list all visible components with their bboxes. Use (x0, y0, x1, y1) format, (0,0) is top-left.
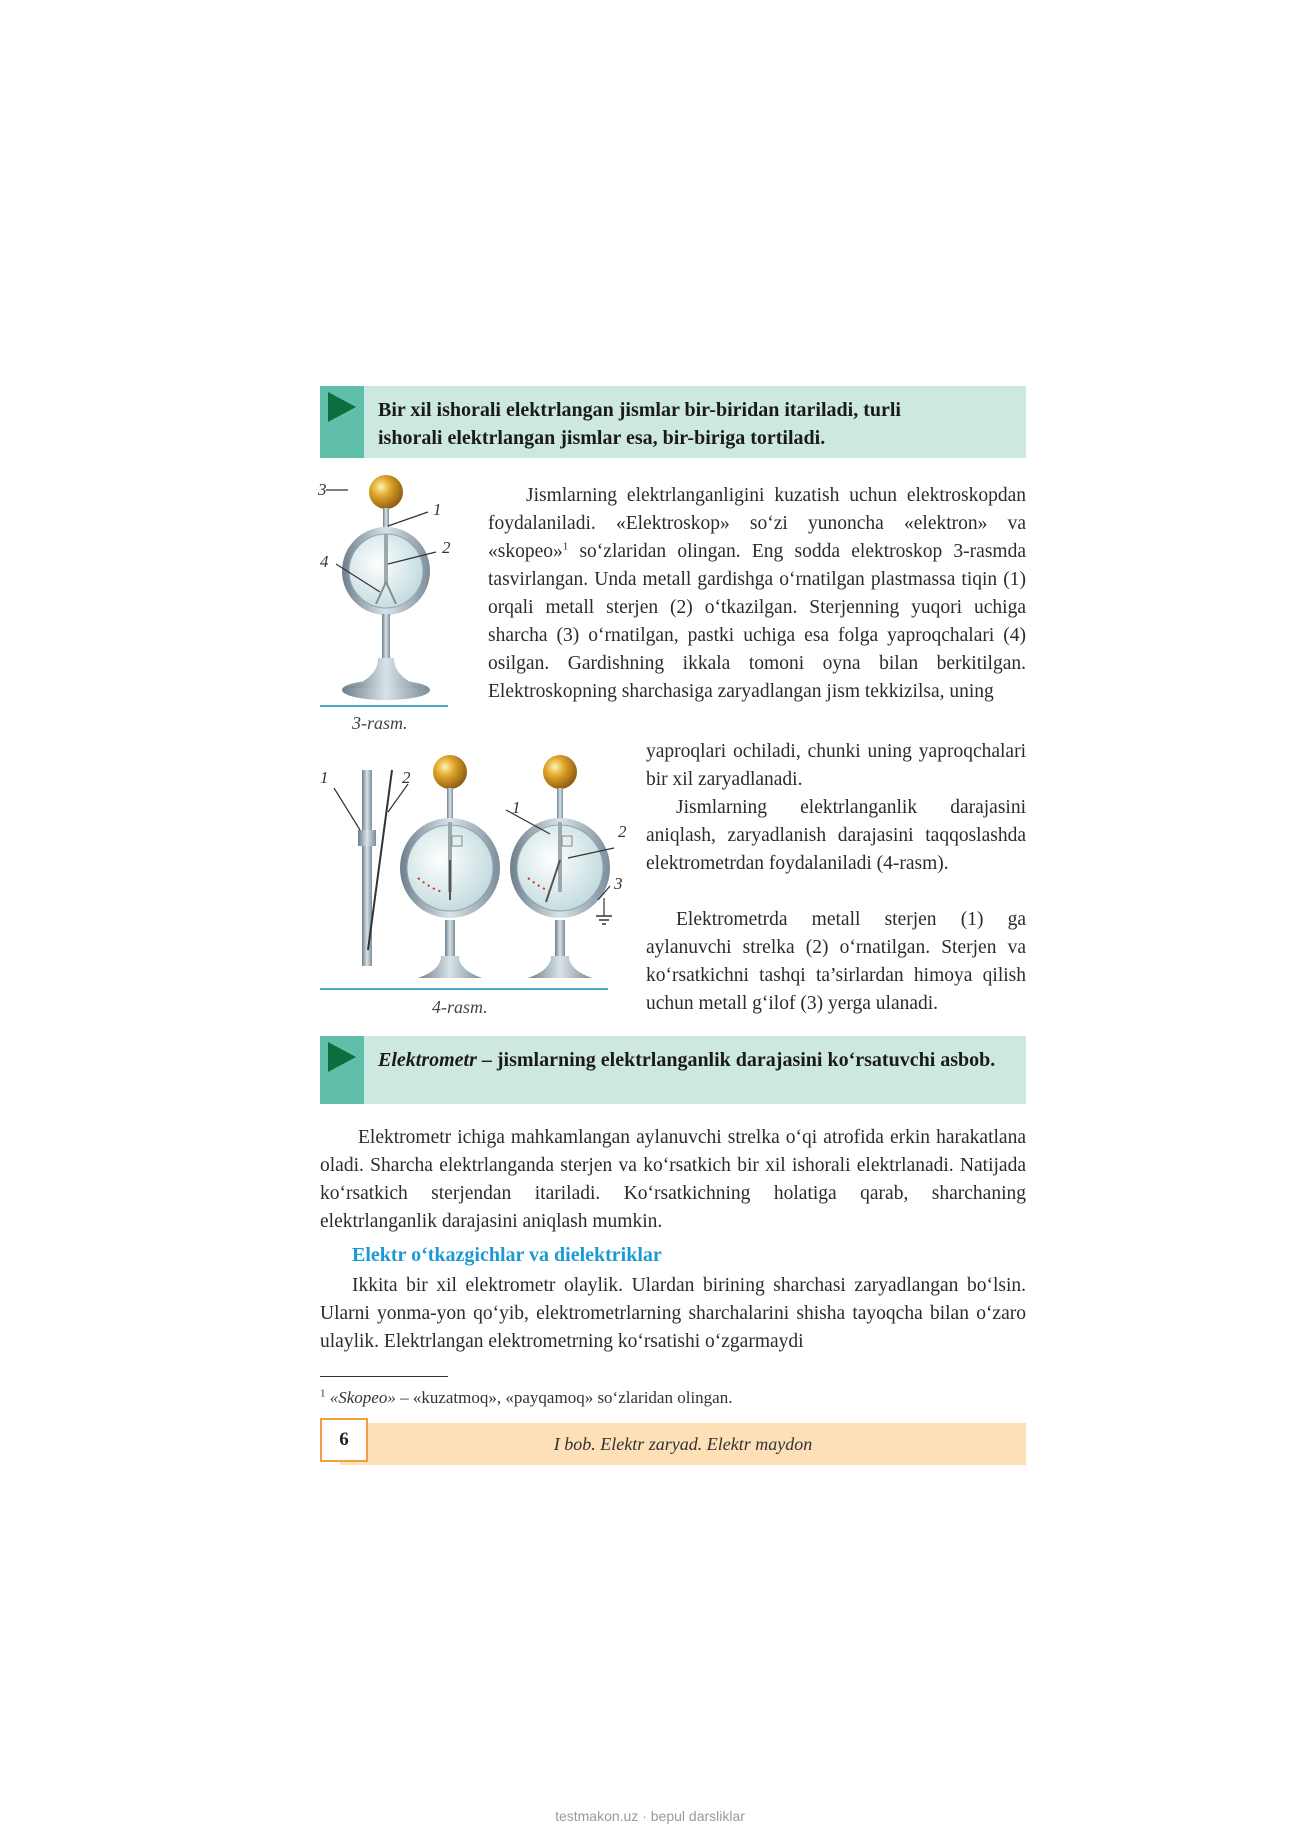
callout-line-2: ishorali elektrlangan jismlar esa, bir-biriga tortiladi. (378, 427, 826, 449)
page-number: 6 (320, 1418, 368, 1462)
fig4-meter-label-1: 1 (512, 798, 521, 817)
footnote (320, 1388, 732, 1408)
paragraph-electroscope-cont: yaproqlari ochiladi, chunki uning yaproqchalari bir xil zaryadlanadi. (646, 741, 1026, 790)
fig4-caption-rule (320, 988, 608, 990)
callout-definition-box (320, 1036, 1026, 1104)
callout-marker (320, 386, 364, 458)
section-heading: Elektr o‘tkazgichlar va dielektriklar (352, 1244, 662, 1266)
fig4-caption: 4-rasm. (432, 997, 488, 1017)
fig3-label-4: 4 (320, 552, 329, 571)
play-arrow-icon (328, 392, 356, 422)
callout-marker-2 (320, 1036, 364, 1104)
footnote-text: – «kuzatmoq», «payqamoq» so‘zlaridan olingan. (395, 1388, 733, 1407)
fig4-label-2: 2 (402, 768, 411, 787)
sphere (369, 475, 403, 509)
fig4-meter-label-3: 3 (614, 874, 623, 893)
definition-dash: – (476, 1049, 497, 1071)
watermark-text: testmakon.uz · bepul darsliklar (555, 1808, 745, 1824)
paragraph-conductors: Ikkita bir xil elektrometr olaylik. Ulardan birining sharchasi zaryadlangan bo‘lsin. Ularni yonma-yon qo‘yib, elektrometrlarning sharchalarini shisha tayoqcha bilan o‘zaro ulaylik. Elektrlangan elektrometrning ko‘rsatishi o‘zgarmaydi (320, 1275, 1026, 1352)
footnote-rule (320, 1376, 448, 1377)
fig3-caption-rule (320, 705, 448, 707)
paragraph-electrometer-usage: Jismlarning elektrlanganlik darajasini aniqlash, zaryadlanish darajasini taqqoslashda elektrometrdan foydalaniladi (4-rasm). (646, 797, 1026, 874)
fig3-label-3: 3 (318, 480, 327, 499)
definition-term: Elektrometr (378, 1049, 477, 1071)
callout-definition-text (378, 1036, 1026, 1084)
fig4-label-1: 1 (320, 768, 329, 787)
para1-text-2: so‘zlaridan olingan. Eng sodda elektroskop 3-rasmda tasvirlangan. Unda metall gardishga o‘rnatilgan plastmassa tiqin (1) orqali metall sterjen (2) o‘tkazilgan. Sterjenning yuqori uchiga sharcha (3) o‘rnatilgan, pastki uchiga esa folga yaproqchalari (4) osilgan. Gardishning ikkala tomoni oyna bilan berkitilgan. Elektroskopning sharchasiga zaryadlangan jism tekkizilsa, uning (488, 541, 1026, 702)
paragraph-electrometer-structure: Elektrometrda metall sterjen (1) ga aylanuvchi strelka (2) o‘rnatilgan. Sterjen va ko‘rsatkichni tashqi ta’sirlardan himoya qilish uchun metall g‘ilof (3) yerga ulanadi. (646, 909, 1026, 1014)
footnote-mark: 1 (320, 1387, 326, 1400)
figure-4-electrometers (318, 750, 618, 990)
para1-footnote-ref: 1 (562, 540, 569, 553)
play-arrow-icon-2 (328, 1042, 356, 1072)
callout-line-1: Bir xil ishorali elektrlangan jismlar bir-biridan itariladi, turli (378, 399, 901, 421)
callout-text (378, 386, 1026, 462)
fig4-meter-label-2: 2 (618, 822, 627, 841)
paragraph-electroscope (488, 482, 1026, 706)
footer-chapter: I bob. Elektr zaryad. Elektr maydon (553, 1434, 813, 1454)
footnote-term: «Skopeo» (329, 1388, 396, 1407)
fig3-label-2: 2 (442, 538, 451, 557)
definition-body: jismlarning elektrlanganlik darajasini ko‘rsatuvchi asbob. (496, 1049, 996, 1071)
para1-text: Jismlarning elektrlanganligini kuzatish uchun elektroskopdan foydalaniladi. «Elektroskop» so‘zi yunoncha «elektron» va «skopeo» (488, 485, 1026, 562)
callout-rule-box (320, 386, 1026, 458)
paragraph-electrometer-function: Elektrometr ichiga mahkamlangan aylanuvchi strelka o‘qi atrofida erkin harakatlana oladi. Sharcha elektrlanganda sterjen va ko‘rsatkich bir xil ishorali elektrlanadi. Natijada ko‘rsatkich sterjendan itariladi. Ko‘rsatkichning holatiga qarab, sharchaning elektrlanganlik darajasini aniqlash mumkin. (320, 1127, 1026, 1232)
fig3-caption: 3-rasm. (352, 713, 408, 733)
figure-3-electroscope (318, 468, 468, 718)
fig3-label-1: 1 (433, 500, 442, 519)
